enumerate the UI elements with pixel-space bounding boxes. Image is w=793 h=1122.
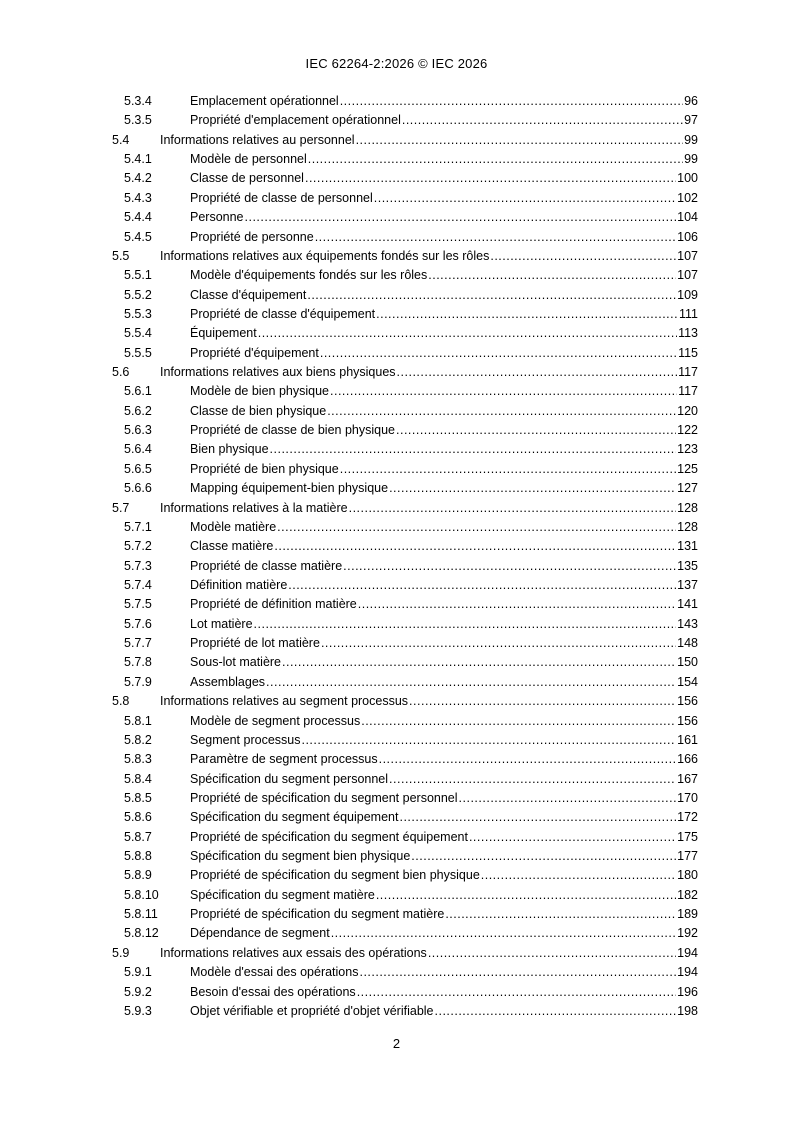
toc-entry-title: Informations relatives aux biens physiques xyxy=(160,365,396,380)
dot-leader xyxy=(340,92,683,111)
toc-entry-number: 5.7.1 xyxy=(124,519,152,534)
toc-entry-page: 156 xyxy=(677,713,698,728)
toc-entry-title: Spécification du segment matière xyxy=(190,887,375,902)
toc-entry-number: 5.4 xyxy=(112,132,130,147)
toc-entry[interactable] xyxy=(112,595,698,614)
toc-entry-page: 170 xyxy=(677,790,698,805)
toc-entry[interactable] xyxy=(112,692,698,711)
toc-entry-title: Propriété d'équipement xyxy=(190,345,319,360)
toc-entry-title: Assemblages xyxy=(190,674,266,689)
toc-entry[interactable] xyxy=(112,111,698,130)
toc-entry-page: 194 xyxy=(677,945,698,960)
toc-entry-title: Informations relatives au segment processus xyxy=(160,694,409,709)
toc-entry-title: Modèle de personnel xyxy=(190,152,307,167)
toc-entry[interactable] xyxy=(112,557,698,576)
toc-entry[interactable] xyxy=(112,673,698,692)
toc-entry[interactable] xyxy=(112,615,698,634)
toc-entry-title: Propriété de spécification du segment matière xyxy=(190,907,445,922)
toc-entry[interactable] xyxy=(112,363,698,382)
toc-entry-number: 5.6.2 xyxy=(124,403,152,418)
toc-entry-title: Paramètre de segment processus xyxy=(190,752,378,767)
toc-entry-page: 120 xyxy=(677,403,698,418)
toc-entry[interactable] xyxy=(112,750,698,769)
toc-entry-number: 5.3.5 xyxy=(124,113,152,128)
toc-entry[interactable] xyxy=(112,189,698,208)
toc-entry-number: 5.8.8 xyxy=(124,849,152,864)
toc-entry-title: Bien physique xyxy=(190,442,269,457)
toc-entry-number: 5.5.4 xyxy=(124,326,152,341)
dot-leader xyxy=(331,924,676,943)
toc-entry[interactable] xyxy=(112,808,698,827)
toc-entry-page: 161 xyxy=(677,732,698,747)
toc-entry-page: 104 xyxy=(677,210,698,225)
dot-leader xyxy=(343,557,676,576)
toc-entry[interactable] xyxy=(112,266,698,285)
toc-entry-title: Sous-lot matière xyxy=(190,655,282,670)
toc-entry[interactable] xyxy=(112,886,698,905)
toc-entry[interactable] xyxy=(112,344,698,363)
toc-entry[interactable] xyxy=(112,460,698,479)
toc-entry-page: 137 xyxy=(677,577,698,592)
dot-leader xyxy=(270,440,677,459)
dot-leader xyxy=(399,808,676,827)
toc-entry[interactable] xyxy=(112,518,698,537)
toc-entry-title: Propriété de définition matière xyxy=(190,597,357,612)
page-number: 2 xyxy=(392,1036,401,1051)
toc-entry-title: Propriété de spécification du segment personnel xyxy=(190,790,458,805)
dot-leader xyxy=(266,673,676,692)
toc-entry-page: 122 xyxy=(677,423,698,438)
toc-entry-number: 5.8.1 xyxy=(124,713,152,728)
toc-entry[interactable] xyxy=(112,847,698,866)
toc-entry-title: Informations relatives aux équipements fondés sur les rôles xyxy=(160,248,490,263)
toc-entry-number: 5.5.3 xyxy=(124,306,152,321)
toc-entry[interactable] xyxy=(112,479,698,498)
toc-entry[interactable] xyxy=(112,440,698,459)
toc-entry[interactable] xyxy=(112,402,698,421)
toc-entry-title: Mapping équipement-bien physique xyxy=(190,481,389,496)
toc-entry-page: 117 xyxy=(678,365,698,380)
toc-entry-title: Propriété de classe de personnel xyxy=(190,190,373,205)
toc-entry-number: 5.6.6 xyxy=(124,481,152,496)
toc-entry-number: 5.4.5 xyxy=(124,229,152,244)
toc-entry-number: 5.5.1 xyxy=(124,268,152,283)
dot-leader xyxy=(490,247,676,266)
toc-entry-page: 182 xyxy=(677,887,698,902)
toc-entry[interactable] xyxy=(112,866,698,885)
toc-entry-number: 5.8.9 xyxy=(124,868,152,883)
toc-entry-page: 167 xyxy=(677,771,698,786)
toc-entry-page: 109 xyxy=(677,287,698,302)
toc-entry-number: 5.6.4 xyxy=(124,442,152,457)
toc-entry[interactable] xyxy=(112,382,698,401)
toc-entry-title: Propriété de classe d'équipement xyxy=(190,306,376,321)
dot-leader xyxy=(327,402,676,421)
toc-entry-title: Classe de personnel xyxy=(190,171,304,186)
toc-entry-title: Équipement xyxy=(190,326,257,341)
dot-leader xyxy=(411,847,676,866)
toc-entry-number: 5.8.3 xyxy=(124,752,152,767)
toc-entry-page: 99 xyxy=(684,132,698,147)
dot-leader xyxy=(376,305,678,324)
toc-entry-title: Propriété de personne xyxy=(190,229,314,244)
toc-entry[interactable] xyxy=(112,576,698,595)
toc-entry-title: Modèle d'équipements fondés sur les rôles xyxy=(190,268,428,283)
toc-entry-title: Propriété de spécification du segment équipement xyxy=(190,829,468,844)
dot-leader xyxy=(301,731,676,750)
toc-entry[interactable] xyxy=(112,653,698,672)
toc-entry-number: 5.3.4 xyxy=(124,94,152,108)
toc-entry-page: 135 xyxy=(677,558,698,573)
dot-leader xyxy=(402,111,683,130)
dot-leader xyxy=(376,886,676,905)
toc-entry-title: Segment processus xyxy=(190,732,301,747)
toc-entry-title: Informations relatives à la matière xyxy=(160,500,348,515)
dot-leader xyxy=(389,479,676,498)
toc-entry-number: 5.5.5 xyxy=(124,345,152,360)
toc-entry-number: 5.6.5 xyxy=(124,461,152,476)
toc-entry-page: 107 xyxy=(677,248,698,263)
toc-entry-page: 115 xyxy=(678,345,698,360)
toc-entry-number: 5.7 xyxy=(112,500,130,515)
toc-entry[interactable] xyxy=(112,208,698,227)
toc-entry-title: Modèle de bien physique xyxy=(190,384,329,399)
toc-entry-page: 141 xyxy=(677,597,698,612)
dot-leader xyxy=(435,1002,677,1021)
toc-entry-number: 5.7.9 xyxy=(124,674,152,689)
toc-entry-number: 5.4.2 xyxy=(124,171,152,186)
toc-entry-title: Classe de bien physique xyxy=(190,403,327,418)
toc-entry-page: 194 xyxy=(677,965,698,980)
toc-entry-page: 128 xyxy=(677,500,698,515)
toc-entry-number: 5.9.3 xyxy=(124,1003,152,1018)
toc-entry-number: 5.8.5 xyxy=(124,790,152,805)
dot-leader xyxy=(340,460,676,479)
toc-entry-title: Propriété de classe de bien physique xyxy=(190,423,395,438)
toc-entry-page: 106 xyxy=(677,229,698,244)
toc-entry-number: 5.7.7 xyxy=(124,636,152,651)
toc-entry-page: 180 xyxy=(677,868,698,883)
toc-entry-page: 125 xyxy=(677,461,698,476)
dot-leader xyxy=(445,905,676,924)
dot-leader xyxy=(358,595,676,614)
toc-entry[interactable] xyxy=(112,305,698,324)
toc-entry-title: Modèle de segment processus xyxy=(190,713,361,728)
toc-entry[interactable] xyxy=(112,150,698,169)
toc-entry[interactable] xyxy=(112,983,698,1002)
toc-entry[interactable] xyxy=(112,247,698,266)
toc-entry[interactable] xyxy=(112,634,698,653)
toc-entry-page: 96 xyxy=(684,94,698,108)
toc-entry-page: 189 xyxy=(677,907,698,922)
toc-entry-page: 177 xyxy=(677,849,698,864)
toc-entry-number: 5.8.2 xyxy=(124,732,152,747)
toc-entry-title: Lot matière xyxy=(190,616,253,631)
dot-leader xyxy=(320,344,677,363)
toc-entry[interactable] xyxy=(112,712,698,731)
toc-entry-number: 5.8.12 xyxy=(124,926,159,941)
toc-entry[interactable] xyxy=(112,944,698,963)
dot-leader xyxy=(409,692,676,711)
toc-entry[interactable] xyxy=(112,731,698,750)
toc-entry[interactable] xyxy=(112,924,698,943)
toc-entry-number: 5.9 xyxy=(112,945,130,960)
toc-entry[interactable] xyxy=(112,169,698,188)
toc-entry-page: 175 xyxy=(677,829,698,844)
toc-entry-number: 5.8.7 xyxy=(124,829,152,844)
dot-leader xyxy=(428,944,676,963)
dot-leader xyxy=(389,770,676,789)
toc-entry-title: Besoin d'essai des opérations xyxy=(190,984,356,999)
dot-leader xyxy=(397,363,678,382)
toc-entry-page: 117 xyxy=(678,384,698,399)
toc-entry-page: 97 xyxy=(684,113,698,128)
toc-entry-page: 111 xyxy=(678,306,698,321)
toc-entry-title: Modèle matière xyxy=(190,519,277,534)
toc-entry[interactable] xyxy=(112,324,698,343)
toc-entry-title: Informations relatives au personnel xyxy=(160,132,355,147)
toc-entry-page: 154 xyxy=(677,674,698,689)
toc-entry-number: 5.7.6 xyxy=(124,616,152,631)
dot-leader xyxy=(305,169,676,188)
toc-entry-page: 123 xyxy=(677,442,698,457)
toc-entry-number: 5.6 xyxy=(112,365,130,380)
toc-entry-title: Classe matière xyxy=(190,539,274,554)
toc-entry-page: 131 xyxy=(677,539,698,554)
toc-entry[interactable] xyxy=(112,499,698,518)
toc-entry-title: Personne xyxy=(190,210,244,225)
dot-leader xyxy=(357,983,676,1002)
dot-leader xyxy=(258,324,677,343)
dot-leader xyxy=(330,382,677,401)
dot-leader xyxy=(428,266,676,285)
dot-leader xyxy=(308,150,683,169)
dot-leader xyxy=(374,189,676,208)
toc-entry-title: Emplacement opérationnel xyxy=(190,94,339,108)
toc-entry-number: 5.4.3 xyxy=(124,190,152,205)
toc-entry-number: 5.8.11 xyxy=(124,907,158,922)
toc-entry-number: 5.5.2 xyxy=(124,287,152,302)
page-header: IEC 62264-2:2026 © IEC 2026 xyxy=(305,56,488,71)
toc-entry-number: 5.7.5 xyxy=(124,597,152,612)
toc-entry-page: 150 xyxy=(677,655,698,670)
toc-entry-title: Informations relatives aux essais des opérations xyxy=(160,945,427,960)
toc-entry-number: 5.7.8 xyxy=(124,655,152,670)
toc-entry-page: 148 xyxy=(677,636,698,651)
toc-entry-title: Dépendance de segment xyxy=(190,926,330,941)
toc-entry-page: 113 xyxy=(678,326,698,341)
toc-entry[interactable] xyxy=(112,963,698,982)
dot-leader xyxy=(361,712,676,731)
dot-leader xyxy=(379,750,677,769)
toc-entry[interactable] xyxy=(112,770,698,789)
toc-entry-title: Propriété d'emplacement opérationnel xyxy=(190,113,401,128)
toc-entry-number: 5.4.1 xyxy=(124,152,152,167)
toc-entry-number: 5.8.10 xyxy=(124,887,159,902)
toc-entry-title: Modèle d'essai des opérations xyxy=(190,965,359,980)
dot-leader xyxy=(349,499,677,518)
dot-leader xyxy=(282,653,676,672)
toc-entry-title: Objet vérifiable et propriété d'objet vérifiable xyxy=(190,1003,434,1018)
toc-entry-title: Propriété de spécification du segment bien physique xyxy=(190,868,480,883)
table-of-contents xyxy=(112,92,698,1021)
dot-leader xyxy=(396,421,676,440)
toc-entry-page: 107 xyxy=(677,268,698,283)
toc-entry-page: 102 xyxy=(677,190,698,205)
dot-leader xyxy=(356,131,684,150)
dot-leader xyxy=(307,286,676,305)
toc-entry[interactable] xyxy=(112,905,698,924)
dot-leader xyxy=(315,228,676,247)
toc-entry-page: 192 xyxy=(677,926,698,941)
dot-leader xyxy=(254,615,677,634)
toc-entry-title: Propriété de bien physique xyxy=(190,461,339,476)
toc-entry-number: 5.4.4 xyxy=(124,210,152,225)
toc-entry-title: Propriété de classe matière xyxy=(190,558,343,573)
toc-entry[interactable] xyxy=(112,789,698,808)
dot-leader xyxy=(321,634,676,653)
dot-leader xyxy=(277,518,676,537)
toc-entry[interactable] xyxy=(112,1002,698,1021)
toc-entry-number: 5.6.3 xyxy=(124,423,152,438)
toc-entry[interactable] xyxy=(112,828,698,847)
toc-entry-title: Spécification du segment personnel xyxy=(190,771,389,786)
dot-leader xyxy=(481,866,676,885)
toc-entry-page: 127 xyxy=(677,481,698,496)
toc-entry-number: 5.7.2 xyxy=(124,539,152,554)
toc-entry[interactable] xyxy=(112,421,698,440)
toc-entry-page: 198 xyxy=(677,1003,698,1018)
toc-entry-page: 166 xyxy=(677,752,698,767)
toc-entry-title: Définition matière xyxy=(190,577,288,592)
toc-entry[interactable] xyxy=(112,92,698,111)
toc-entry-page: 128 xyxy=(677,519,698,534)
dot-leader xyxy=(245,208,677,227)
dot-leader xyxy=(288,576,676,595)
toc-entry-page: 143 xyxy=(677,616,698,631)
toc-entry-title: Spécification du segment équipement xyxy=(190,810,399,825)
toc-entry-number: 5.8.4 xyxy=(124,771,152,786)
toc-entry-page: 100 xyxy=(677,171,698,186)
toc-entry-page: 99 xyxy=(684,152,698,167)
toc-entry-number: 5.8 xyxy=(112,694,130,709)
toc-entry-number: 5.7.3 xyxy=(124,558,152,573)
toc-entry-number: 5.9.1 xyxy=(124,965,152,980)
toc-entry-number: 5.6.1 xyxy=(124,384,152,399)
toc-entry-number: 5.8.6 xyxy=(124,810,152,825)
toc-entry-title: Spécification du segment bien physique xyxy=(190,849,411,864)
toc-entry[interactable] xyxy=(112,286,698,305)
toc-entry-page: 156 xyxy=(677,694,698,709)
toc-entry-number: 5.5 xyxy=(112,248,130,263)
toc-entry-number: 5.7.4 xyxy=(124,577,152,592)
dot-leader xyxy=(469,828,676,847)
toc-entry-title: Propriété de lot matière xyxy=(190,636,320,651)
dot-leader xyxy=(274,537,676,556)
toc-entry-page: 196 xyxy=(677,984,698,999)
toc-entry[interactable] xyxy=(112,228,698,247)
toc-entry-title: Classe d'équipement xyxy=(190,287,307,302)
dot-leader xyxy=(459,789,677,808)
toc-entry-page: 172 xyxy=(677,810,698,825)
toc-entry[interactable] xyxy=(112,131,698,150)
toc-entry[interactable] xyxy=(112,537,698,556)
toc-entry-number: 5.9.2 xyxy=(124,984,152,999)
dot-leader xyxy=(359,963,676,982)
